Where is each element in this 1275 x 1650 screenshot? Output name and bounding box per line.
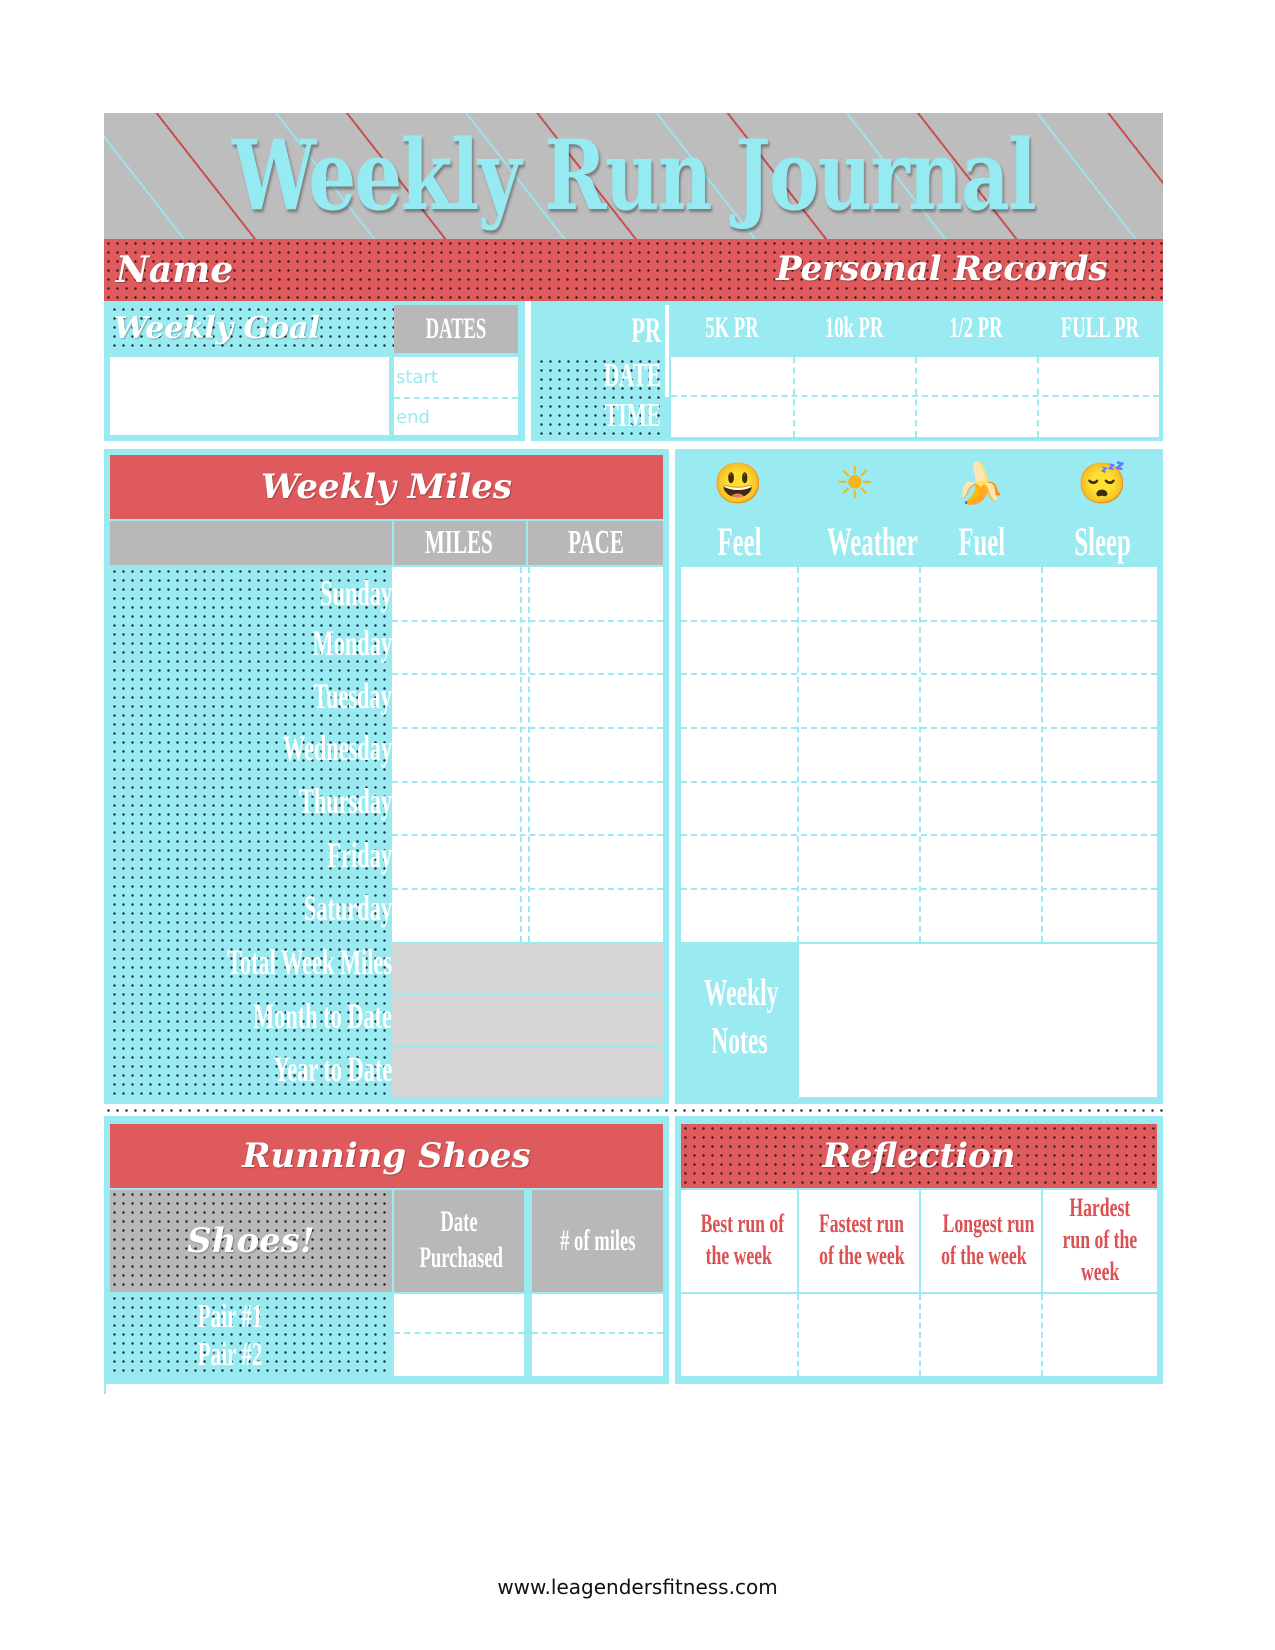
name-label: Name <box>116 249 234 291</box>
shoes-label: Shoes! <box>187 1221 315 1261</box>
smiley-face-icon: 😃 <box>713 461 763 506</box>
pr-col-half: 1/2 PR <box>949 311 1003 344</box>
hardest-run-input[interactable] <box>1043 1294 1157 1376</box>
total-week-miles-cell[interactable] <box>392 944 663 994</box>
month-to-date-cell[interactable] <box>392 996 663 1046</box>
year-to-date-label: Year to Date <box>273 1049 392 1089</box>
day-label-saturday: Saturday <box>303 888 392 928</box>
weather-column-header: Weather <box>826 519 918 564</box>
section-divider <box>104 1104 1163 1116</box>
personal-records-heading: Personal Records <box>776 249 1108 289</box>
hardest-run-header: Hardest run of the week <box>1062 1193 1138 1286</box>
reflection-header <box>681 1124 1157 1188</box>
weekly-goal-input[interactable] <box>110 357 389 435</box>
longest-run-input[interactable] <box>921 1294 1041 1376</box>
day-label-monday: Monday <box>312 623 392 663</box>
start-date-label: start <box>396 367 438 388</box>
weekly-goal-section <box>104 301 525 441</box>
sleep-input-column[interactable] <box>1043 567 1157 942</box>
pr-half-date-cell[interactable] <box>915 357 1037 395</box>
pr-10k-time-cell[interactable] <box>793 397 915 437</box>
shoes-header-cell <box>110 1190 392 1292</box>
title-banner <box>104 113 1163 239</box>
sleep-column-header: Sleep <box>1074 519 1132 564</box>
pair-2-date-input[interactable] <box>394 1334 524 1376</box>
end-date-input[interactable] <box>434 399 514 433</box>
pr-row-header: PR <box>631 310 661 350</box>
daily-tracking-section <box>675 449 1163 1104</box>
pr-time-label: TIME <box>604 397 661 434</box>
reflection-section <box>675 1116 1163 1384</box>
sun-icon: ☀ <box>835 459 875 508</box>
pr-date-label: DATE <box>603 357 661 394</box>
running-shoes-title: Running Shoes <box>242 1136 531 1176</box>
pair-1-miles-input[interactable] <box>532 1294 663 1332</box>
weekly-notes-label: Weekly Notes <box>703 972 779 1062</box>
pr-full-time-cell[interactable] <box>1037 397 1159 437</box>
pair-miles-cells <box>532 1294 663 1376</box>
weekly-miles-column-header-row <box>110 521 663 565</box>
miles-input-column[interactable] <box>392 567 520 942</box>
pr-col-full: FULL PR <box>1060 311 1139 344</box>
fastest-run-input[interactable] <box>799 1294 919 1376</box>
pair-date-cells <box>394 1294 524 1376</box>
month-to-date-label: Month to Date <box>253 996 392 1036</box>
dates-header: DATES <box>394 305 518 353</box>
banana-icon: 🍌 <box>955 461 1005 506</box>
personal-records-section <box>531 301 1163 441</box>
reflection-input-row <box>681 1294 1157 1376</box>
miles-pace-grid <box>392 567 663 942</box>
footer-website-url: www.leagendersfitness.com <box>497 1575 778 1599</box>
miles-count-header: # of miles <box>532 1190 663 1292</box>
weekly-notes-input[interactable] <box>799 944 1157 1097</box>
pair-1-date-input[interactable] <box>394 1294 524 1332</box>
day-label-thursday: Thursday <box>298 781 392 821</box>
day-label-tuesday: Tuesday <box>313 676 392 716</box>
pair-2-miles-input[interactable] <box>532 1334 663 1376</box>
day-label-friday: Friday <box>327 835 392 875</box>
page-title: Weekly Run Journal <box>232 119 1035 232</box>
pr-5k-time-cell[interactable] <box>671 397 793 437</box>
start-date-input[interactable] <box>434 359 514 395</box>
running-shoes-header <box>110 1124 663 1188</box>
weekly-goal-label: Weekly Goal <box>114 311 320 346</box>
year-to-date-cell[interactable] <box>392 1048 663 1097</box>
best-run-input[interactable] <box>681 1294 797 1376</box>
pace-input-column[interactable] <box>530 567 663 942</box>
pr-col-10k: 10k PR <box>824 311 884 344</box>
weekly-miles-section <box>104 449 669 1104</box>
longest-run-header: Longest run of the week <box>941 1209 1035 1270</box>
sleeping-face-icon: 😴 <box>1077 461 1127 506</box>
reflection-title: Reflection <box>822 1136 1016 1176</box>
feel-column-header: Feel <box>717 519 763 564</box>
day-labels <box>104 567 392 1097</box>
pr-5k-date-cell[interactable] <box>671 357 793 395</box>
day-label-wednesday: Wednesday <box>282 728 392 768</box>
pr-full-date-cell[interactable] <box>1037 357 1159 395</box>
best-run-header: Best run of the week <box>700 1209 785 1270</box>
total-week-miles-label: Total Week Miles <box>227 942 392 982</box>
name-banner <box>104 239 1163 301</box>
dates-box <box>394 357 518 435</box>
pr-10k-date-cell[interactable] <box>793 357 915 395</box>
end-date-label: end <box>396 407 430 428</box>
pair-2-label: Pair #2 <box>197 1336 263 1373</box>
reflection-column-headers <box>681 1190 1157 1292</box>
weekly-miles-header <box>110 455 663 519</box>
fastest-run-header: Fastest run of the week <box>818 1209 905 1270</box>
miles-column-header: MILES <box>425 524 493 561</box>
day-label-sunday: Sunday <box>320 573 392 613</box>
pr-grid <box>671 357 1159 437</box>
fuel-column-header: Fuel <box>958 519 1006 564</box>
running-shoes-section <box>104 1116 669 1384</box>
pr-col-5k: 5K PR <box>705 311 759 344</box>
weather-input-column[interactable] <box>799 567 919 942</box>
pace-column-header: PACE <box>568 524 625 561</box>
pr-half-time-cell[interactable] <box>915 397 1037 437</box>
weekly-miles-title: Weekly Miles <box>261 467 512 507</box>
feel-input-column[interactable] <box>681 567 797 942</box>
fuel-input-column[interactable] <box>921 567 1041 942</box>
pair-1-label: Pair #1 <box>197 1298 263 1335</box>
date-purchased-header: Date Purchased <box>394 1190 524 1292</box>
tracking-grid <box>681 567 1157 942</box>
